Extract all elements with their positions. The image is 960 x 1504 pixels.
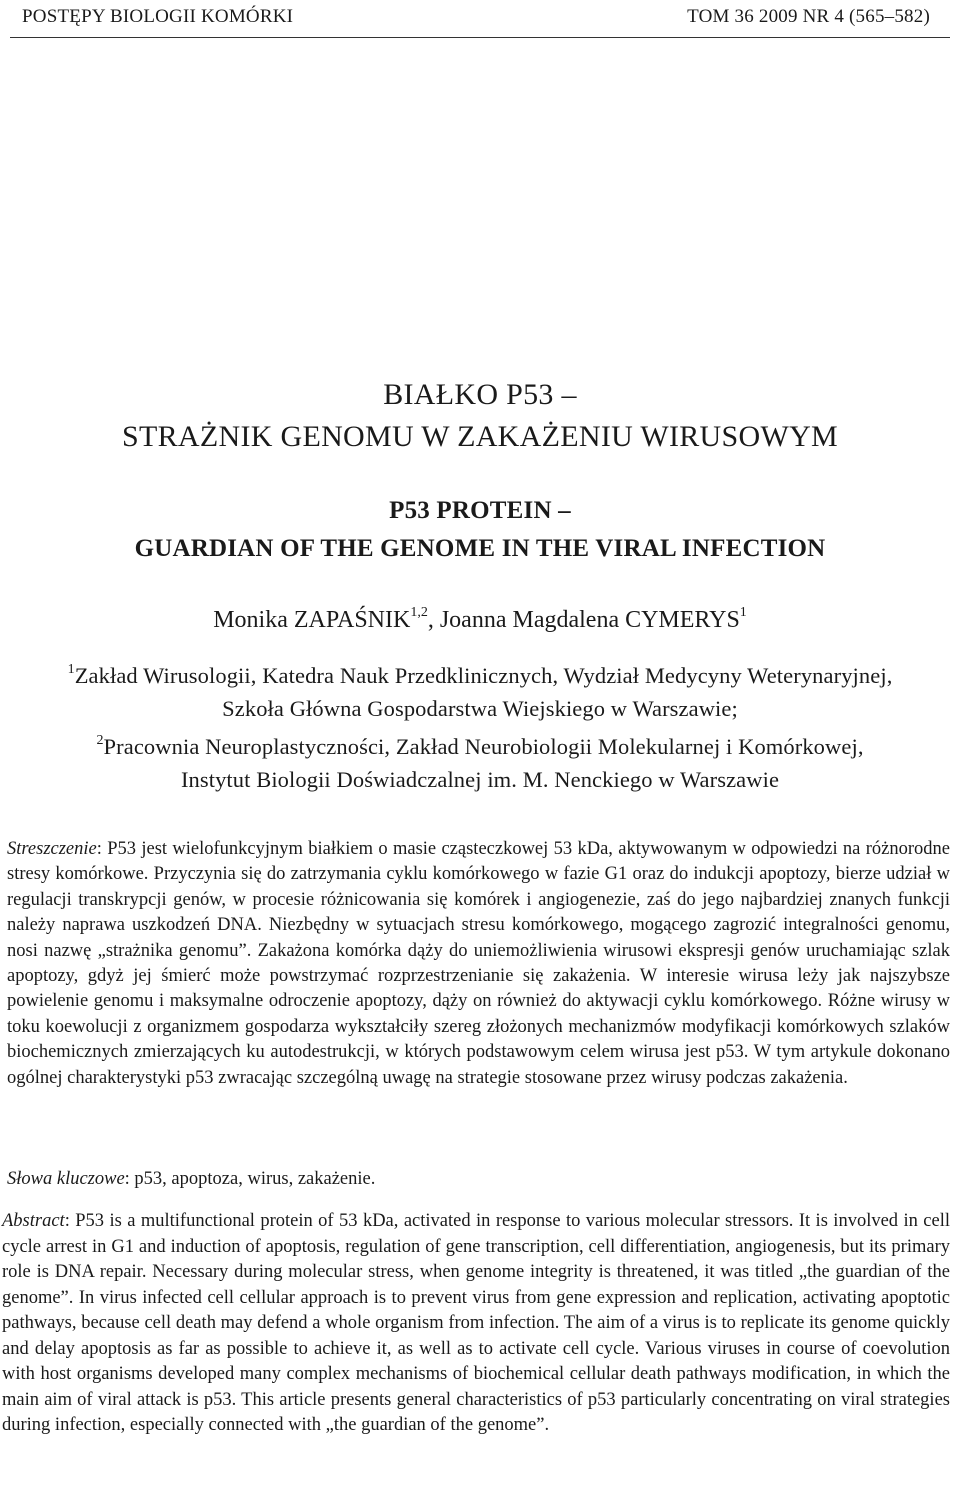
running-header (22, 6, 930, 28)
keywords-text: : p53, apoptoza, wirus, zakażenie. (124, 1169, 376, 1189)
author-2-affiliation-mark: 1 (739, 605, 747, 620)
affiliations (10, 654, 950, 796)
english-abstract-label: Abstract (2, 1211, 65, 1231)
volume-info: TOM 36 2009 NR 4 (565–582) (687, 6, 930, 27)
english-title-line-1: P53 PROTEIN – (389, 497, 571, 524)
affiliation-2-text: Pracownia Neuroplastyczności, Zakład Neurobiologii Molekularnej i Komórkowej, (103, 734, 864, 759)
affiliation-1-text: Zakład Wirusologii, Katedra Nauk Przedklinicznych, Wydział Medycyny Weterynaryjnej, (74, 663, 893, 688)
journal-name: POSTĘPY BIOLOGII KOMÓRKI (22, 6, 294, 27)
english-title-line-2: GUARDIAN OF THE GENOME IN THE VIRAL INFECTION (134, 535, 826, 562)
english-abstract (2, 1209, 950, 1439)
author-2-name: Joanna Magdalena CYMERYS (439, 607, 740, 633)
affiliation-1-mark: 1 (67, 662, 75, 677)
polish-abstract-label: Streszczenie (7, 839, 97, 859)
author-list (0, 597, 960, 636)
affiliation-1-line-1 (10, 654, 950, 693)
english-abstract-text: : P53 is a multifunctional protein of 53 kDa, activated in response to various molecular stressors. It is involved in cell cycle arrest in G1 and induction of apoptosis, regulation of gene transcription, cell differentiation, angiogenesis, but its primary role is DNA repair. Necessary during molecular stress, when genome integrity is threatened, it was titled „the guardian of the genome”. In virus infected cell cellular approach is to prevent virus from gene expression and replication, activating apoptotic pathways, because cell death may defend a whole organism from infection. The aim of a virus is to replicate its genome quickly and delay apoptosis as far as possible to achieve it, as well as to activate cell cycle. Various viruses in course of coevolution with host organisms developed many complex mechanisms of biochemical cellular death pathways modification, in which the main aim of viral attack is p53. This article presents general characteristics of p53 particularly concentrating on viral strategies during infection, especially connected with „the guardian of the genome”. (2, 1211, 950, 1435)
author-1-affiliation-mark: 1,2 (410, 605, 428, 620)
polish-abstract (7, 837, 950, 1091)
polish-title-heading (0, 374, 960, 458)
header-divider (10, 37, 950, 38)
polish-title-line-2: STRAŻNIK GENOMU W ZAKAŻENIU WIRUSOWYM (121, 420, 839, 453)
keywords (7, 1167, 950, 1192)
keywords-label: Słowa kluczowe (7, 1169, 125, 1189)
affiliation-2-line-1 (10, 725, 950, 764)
polish-abstract-text: : P53 jest wielofunkcyjnym białkiem o masie cząsteczkowej 53 kDa, aktywowanym w odpowiedzi na różnorodne stresy komórkowe. Przyczynia się do zatrzymania cyklu komórkowego w fazie G1 oraz do indukcji apoptozy, bierze udział w regulacji transkrypcji genów, w procesie różnicowania się komórek i angiogenezie, zaś do jego najbardziej znanych funkcji należy naprawa uszkodzeń DNA. Niezbędny w sytuacjach stresu komórkowego, mogącego zagrozić integralności genomu, nosi nazwę „strażnika genomu”. Zakażona komórka dąży do uniemożliwienia wirusowi ekspresji genów uruchamiając szlak apoptozy, gdyż jej śmierć może powstrzymać rozprzestrzenianie się zakażenia. W interesie wirusa leży jak najszybsze powielenie genomu i maksymalne odroczenie apoptozy, dąży on również do aktywacji cyklu komórkowego. Różne wirusy w toku koewolucji z organizmem gospodarza wykształciły szereg złożonych mechanizmów modyfikacji komórkowych szlaków biochemicznych zmierzających ku autodestrukcji, w których podstawowym celem wirusa jest p53. W tym artykule dokonano ogólnej charakterystyki p53 zwracając szczególną uwagę na strategie stosowane przez wirusy podczas zakażenia. (7, 839, 950, 1088)
polish-title (0, 374, 960, 458)
english-title (0, 492, 960, 568)
affiliation-2-mark: 2 (96, 733, 104, 748)
author-1-name: Monika ZAPAŚNIK (213, 607, 411, 633)
affiliation-2-line-2: Instytut Biologii Doświadczalnej im. M. Nenckiego w Warszawie (180, 766, 780, 792)
author-separator: , (427, 607, 440, 633)
affiliation-1-line-2: Szkoła Główna Gospodarstwa Wiejskiego w Warszawie; (222, 695, 738, 721)
polish-title-line-1: BIAŁKO P53 – (383, 378, 577, 411)
